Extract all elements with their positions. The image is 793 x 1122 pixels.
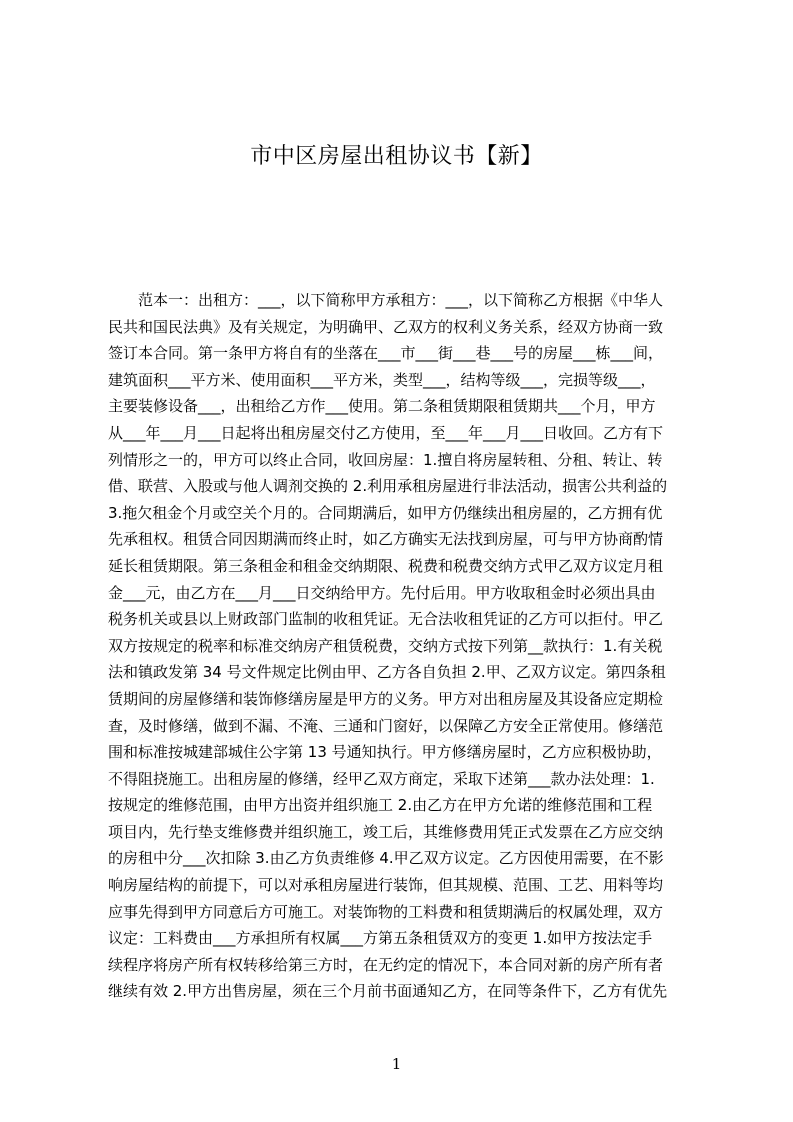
body-line: 赁期间的房屋修缮和装饰修缮房屋是甲方的义务。甲方对出租房屋及其设备应定期检 (108, 689, 664, 708)
body-line: 法和镇政发第 34 号文件规定比例由甲、乙方各自负担 2.甲、乙双方议定。第四条租 (108, 663, 666, 682)
body-line: 项目内，先行垫支维修费并组织施工，竣工后，其维修费用凭正式发票在乙方应交纳 (108, 822, 664, 841)
body-line: 响房屋结构的前提下，可以对承租房屋进行装饰，但其规模、范围、工艺、用料等均 (108, 876, 664, 895)
document-body (108, 287, 698, 1005)
body-line: 议定：工料费由___方承担所有权属___方第五条租赁双方的变更 1.如甲方按法定手 (108, 929, 653, 948)
body-line: 先承租权。租赁合同因期满而终止时，如乙方确实无法找到房屋，可与甲方协商酌情 (108, 530, 664, 549)
body-line: 借、联营、入股或与他人调剂交换的 2.利用承租房屋进行非法活动，损害公共利益的 (108, 477, 668, 496)
body-line: 延长租赁期限。第三条租金和租金交纳期限、税费和税费交纳方式甲乙双方议定月租 (108, 556, 664, 575)
body-line: 金___元，由乙方在___月___日交纳给甲方。先付后用。甲方收取租金时必须出具由 (108, 583, 656, 602)
body-line: 按规定的维修范围，由甲方出资并组织施工 2.由乙方在甲方允诺的维修范围和工程 (108, 796, 653, 815)
body-line: 续程序将房产所有权转移给第三方时，在无约定的情况下，本合同对新的房产所有者 (108, 955, 664, 974)
body-line: 3.拖欠租金个月或空关个月的。合同期满后，如甲方仍继续出租房屋的，乙方拥有优 (108, 503, 663, 522)
body-line: 继续有效 2.甲方出售房屋，须在三个月前书面通知乙方，在同等条件下，乙方有优先 (108, 982, 668, 1001)
body-line: 应事先得到甲方同意后方可施工。对装饰物的工料费和租赁期满后的权属处理，双方 (108, 902, 664, 921)
body-line: 的房租中分___次扣除 3.由乙方负责维修 4.甲乙双方议定。乙方因使用需要，在不影 (108, 849, 664, 868)
body-line: 签订本合同。第一条甲方将自有的坐落在___市___街___巷___号的房屋___栋___间， (108, 344, 664, 363)
body-line: 主要装修设备___，出租给乙方作___使用。第二条租赁期限租赁期共___个月，甲方 (108, 397, 656, 416)
page-number: 1 (391, 1055, 402, 1073)
body-line: 从___年___月___日起将出租房屋交付乙方使用，至___年___月___日收回。乙方有下 (108, 423, 664, 442)
body-line: 查，及时修缮，做到不漏、不淹、三通和门窗好，以保障乙方安全正常使用。修缮范 (108, 716, 664, 735)
body-line: 列情形之一的，甲方可以终止合同，收回房屋：1.擅自将房屋转租、分租、转让、转 (108, 450, 663, 469)
body-line: 范本一：出租方：___，以下简称甲方承租方：___，以下简称乙方根据《中华人 (138, 291, 664, 309)
body-line: 围和标准按城建部城住公字第 13 号通知执行。甲方修缮房屋时，乙方应积极协助， (108, 743, 662, 762)
body-line: 双方按规定的税率和标准交纳房产租赁税费，交纳方式按下列第__款执行：1.有关税 (108, 636, 663, 655)
body-line: 不得阻挠施工。出租房屋的修缮，经甲乙双方商定，采取下述第___款办法处理：1. (108, 769, 655, 788)
body-line: 建筑面积___平方米、使用面积___平方米，类型___，结构等级___，完损等级___， (108, 370, 656, 389)
body-line: 税务机关或县以上财政部门监制的收租凭证。无合法收租凭证的乙方可以拒付。甲乙 (108, 610, 664, 629)
body-line: 民共和国民法典》及有关规定，为明确甲、乙双方的权利义务关系，经双方协商一致 (108, 317, 664, 336)
document-title: 市中区房屋出租协议书【新】 (250, 144, 543, 169)
